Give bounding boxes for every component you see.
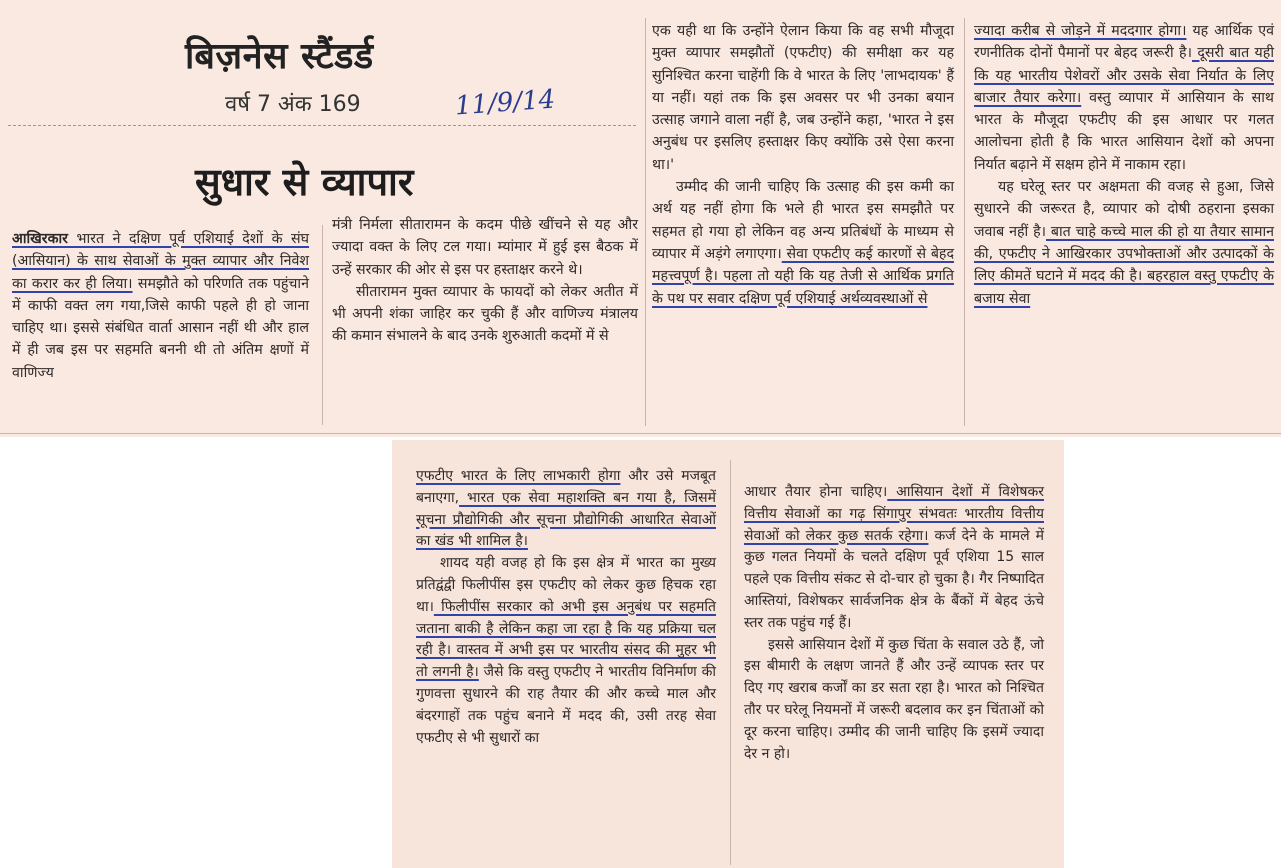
body-text: जैसे कि वस्तु एफटीए ने भारतीय विनिर्माण की गुणवत्ता सुधारने की राह तैयार की और कच्चे माल और बंदरगाहों तक पहुंच बनाने में मदद की, उसी तरह सेवा एफटीए से भी सुधारों का (416, 664, 716, 746)
underlined-text: फिलीपींस सरकार को अभी इस अनुबंध पर सहमति जताना बाकी है लेकिन कहा जा रहा है कि यह प्रक्रिया चल रही है। वास्तव में अभी इस पर भारतीय संसद की मुहर भी तो लगनी है। (416, 598, 716, 681)
body-text: आधार तैयार होना चाहिए। (744, 484, 888, 500)
body-text: शायद यही वजह हो कि इस क्षेत्र में भारत का मुख्य प्रतिद्वंद्वी फिलीपींस इस एफटीए को लेकर कुछ हिचक रहा था। (416, 555, 716, 615)
body-text: यह आर्थिक एवं रणनीतिक दोनों पैमानों पर बेहद जरूरी है। (974, 23, 1275, 62)
paragraph: मंत्री निर्मला सीतारामन के कदम पीछे खींचने से यह और ज्यादा वक्त के लिए टल गया। म्यांमार में हुई इस बैठक में उन्हें सरकार की ओर से इस पर हस्ताक्षर करने थे। (332, 217, 638, 278)
column-divider (964, 18, 965, 426)
paragraph (652, 176, 954, 310)
paragraph: सीतारामन मुक्त व्यापार के फायदों को लेकर अतीत में भी अपनी शंका जाहिर कर चुकी हैं और वाणिज्य मंत्रालय की कमान संभालने के बाद उनके शुरुआती कदमों में से (332, 283, 638, 345)
article-column-3 (652, 20, 954, 310)
body-text: कर्ज देने के मामले में कुछ गलत नियमों के चलते दक्षिण पूर्व एशिया 15 साल पहले एक वित्तीय संकट से दो-चार हो चुका है। गैर निष्पादित आस्तियां, विशेषकर सार्वजनिक क्षेत्र के बैंकों में बेहद ऊंचे स्तर तक पहुंच गई हैं। (744, 527, 1044, 631)
underlined-text: भारत ने दक्षिण पूर्व एशियाई देशों के संघ (आसियान) के साथ सेवाओं के मुक्त व्यापार और निवेश का करार कर ही लिया। (12, 231, 309, 292)
column-divider (730, 460, 731, 865)
underlined-text: एफटीए भारत के लिए लाभकारी होगा (416, 468, 621, 484)
underlined-text: आसियान देशों में विशेषकर वित्तीय सेवाओं का गढ़ सिंगापुर संभवतः भारतीय वित्तीय सेवाओं को लेकर कुछ सतर्क रहेगा। (744, 484, 1045, 544)
underlined-text: भारत एक सेवा महाशक्ति बन गया है, जिसमें सूचना प्रौद्योगिकी और सूचना प्रौद्योगिकी आधारित सेवाओं का खंड भी शामिल है। (416, 489, 716, 550)
paragraph: इससे आसियान देशों में कुछ चिंता के सवाल उठे हैं, जो इस बीमारी के लक्षण जानते हैं और उन्हें व्यापक स्तर पर दिए गए खराब कर्जों का डर सता रहा है। भारत को निश्चित तौर पर घरेलू नियमनों में जरूरी बदलाव कर इन चिंताओं को दूर करना चाहिए। उम्मीद की जानी चाहिए कि इसमें ज्यादा देर न हो। (744, 636, 1044, 762)
article-column-6 (744, 482, 1044, 765)
headline: सुधार से व्यापार (195, 160, 414, 204)
underlined-text: बात चाहे कच्चे माल की हो या तैयार सामान की, एफटीए ने आखिरकार उपभोक्ताओं और उत्पादकों के लिए कीमतें घटाने में मदद की है। (974, 223, 1274, 285)
lead-word: आखिरकार (12, 231, 68, 247)
paragraph (744, 482, 1044, 635)
article-column-1 (12, 228, 309, 384)
underlined-text: बहरहाल वस्तु एफटीए के बजाय सेवा (974, 268, 1274, 307)
paragraph (974, 176, 1274, 310)
underlined-text: सेवा एफटीए कई कारणों से बेहद महत्त्वपूर्ण है। पहला तो यही कि यह तेजी से आर्थिक प्रगति के पथ पर सवार दक्षिण पूर्व एशियाई अर्थव्यवस्थाओं से (652, 245, 954, 307)
clipping-edge (0, 433, 1281, 434)
article-column-2 (332, 214, 638, 348)
paragraph (416, 466, 716, 553)
underlined-text: ज्यादा करीब से जोड़ने में मददगार होगा। (974, 23, 1187, 39)
article-column-5 (416, 466, 716, 749)
issue-number: वर्ष 7 अंक 169 (225, 92, 361, 117)
body-text: यह घरेलू स्तर पर अक्षमता की वजह से हुआ, जिसे सुधारने की जरूरत है, व्यापार को दोषी ठहराना इसका जवाब नहीं है। (974, 179, 1274, 240)
column-divider (322, 225, 323, 425)
masthead: बिज़नेस स्टैंडर्ड (185, 36, 374, 77)
paragraph: एक यही था कि उन्होंने ऐलान किया कि वह सभी मौजूदा मुक्त व्यापार समझौतों (एफटीए) की समीक्षा कर यह सुनिश्चित करना चाहेंगी कि वे भारत के लिए 'लाभदायक' हैं या नहीं। यहां तक कि इस अवसर पर भी उनका बयान उत्साह जगाने वाला नहीं है, जब उन्होंने कहा, 'भारत ने इस अनुबंध पर इसलिए हस्ताक्षर किए क्योंकि उसे ऐसा करना था।' (652, 23, 954, 173)
body-text: वस्तु व्यापार में आसियान के साथ भारत के मौजूदा एफटीए की इस आधार पर गलत आलोचना होती है कि भारत आसियान देशों को अपना निर्यात बढ़ाने में सक्षम होने में नाकाम रहा। (974, 89, 1274, 173)
paragraph (416, 553, 716, 749)
column-divider (645, 18, 646, 426)
paragraph (974, 20, 1274, 176)
underlined-text: दूसरी बात यही कि यह भारतीय पेशेवरों और उसके सेवा निर्यात के लिए बाजार तैयार करेगा। (974, 45, 1274, 106)
masthead-rule (8, 125, 636, 126)
body-text: उम्मीद की जानी चाहिए कि उत्साह की इस कमी का अर्थ यह नहीं होगा कि भले ही भारत इस समझौते पर सहमत हो गया हो लेकिन वह अन्य प्रतिबंधों के माध्यम से व्यापार में अड़ंगे लगाएगा। (652, 179, 954, 262)
handwritten-date: 11/9/14 (454, 84, 557, 122)
body-text: और उसे मजबूत बनाएगा, (416, 468, 716, 506)
body-text: समझौते को परिणति तक पहुंचाने में काफी वक्त लग गया,जिसे काफी पहले ही हो जाना चाहिए था। इससे संबंधित वार्ता आसान नहीं थी और हाल में ही जब इस पर सहमति बननी थी तो अंतिम क्षणों में वाणिज्य (12, 275, 309, 381)
article-column-4 (974, 20, 1274, 310)
newspaper-clipping-bottom (392, 440, 1064, 868)
